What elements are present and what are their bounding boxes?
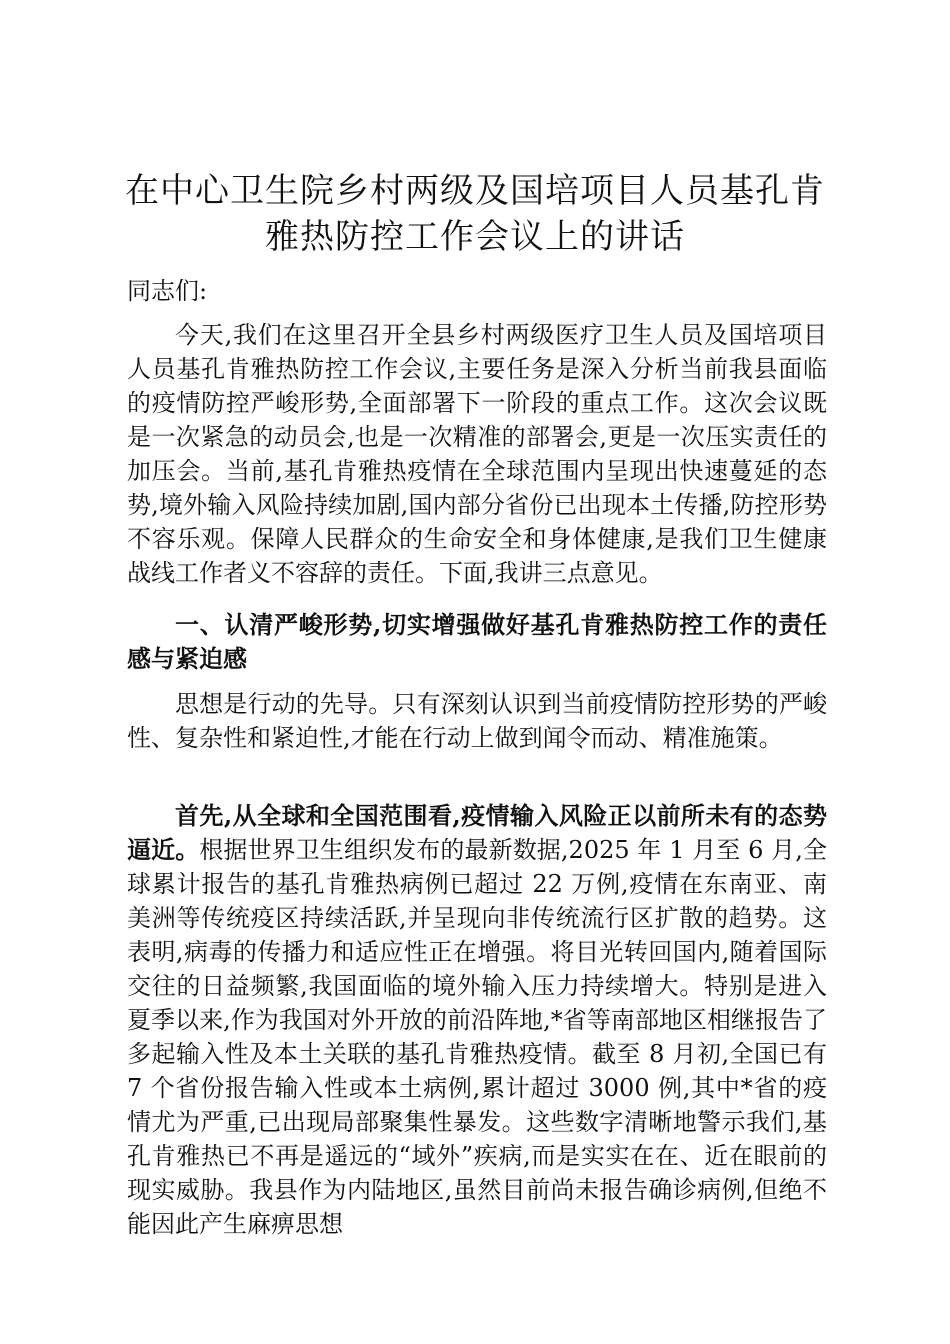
paragraph-section-1: 思想是行动的先导。只有深刻认识到当前疫情防控形势的严峻性、复杂性和紧迫性,才能在行动上做到闻令而动、精准施策。: [127, 690, 827, 752]
paragraph-intro: 今天,我们在这里召开全县乡村两级医疗卫生人员及国培项目人员基孔肯雅热防控工作会议,主要任务是深入分析当前我县面临的疫情防控严峻形势,全面部署下一阶段的重点工作。这次会议既是一次紧急的动员会,也是一次精准的部署会,更是一次压实责任的加压会。当前,基孔肯雅热疫情在全球范围内呈现出快速蔓延的态势,境外输入风险持续加剧,国内部分省份已出现本土传播,防控形势不容乐观。保障人民群众的生命安全和身体健康,是我们卫生健康战线工作者义不容辞的责任。下面,我讲三点意见。: [127, 321, 827, 587]
title-line-2: 雅热防控工作会议上的讲话: [265, 217, 685, 257]
paragraph-first-point: [127, 799, 827, 1241]
paragraph-body-text: 根据世界卫生组织发布的最新数据,2025 年 1 月至 6 月,全球累计报告的基孔肯雅热病例已超过 22 万例,疫情在东南亚、南美洲等传统疫区持续活跃,并呈现向非传统流行区扩散的趋势。这表明,病毒的传播力和适应性正在增强。将目光转回国内,随着国际交往的日益频繁,我国面临的境外输入压力持续增大。特别是进入夏季以来,作为我国对外开放的前沿阵地,*省等南部地区相继报告了多起输入性及本土关联的基孔肯雅热疫情。截至 8 月初,全国已有 7 个省份报告输入性或本土病例,累计超过 3000 例,其中*省的疫情尤为严重,已出现局部聚集性暴发。这些数字清晰地警示我们,基孔肯雅热已不再是遥远的“域外”疾病,而是实实在在、近在眼前的现实威胁。我县作为内陆地区,虽然目前尚未报告确诊病例,但绝不能因此产生麻痹思想: [127, 836, 827, 1238]
paragraph-lead-sentence: 首先,从全球和全国范围看,疫情输入风险正以前所未有的态势逼近。: [127, 801, 827, 864]
document-title: [120, 168, 830, 260]
greeting: 同志们:: [127, 277, 208, 305]
title-line-1: 在中心卫生院乡村两级及国培项目人员基孔肯: [125, 171, 825, 211]
section-heading-1: 一、认清严峻形势,切实增强做好基孔肯雅热防控工作的责任感与紧迫感: [127, 610, 827, 673]
